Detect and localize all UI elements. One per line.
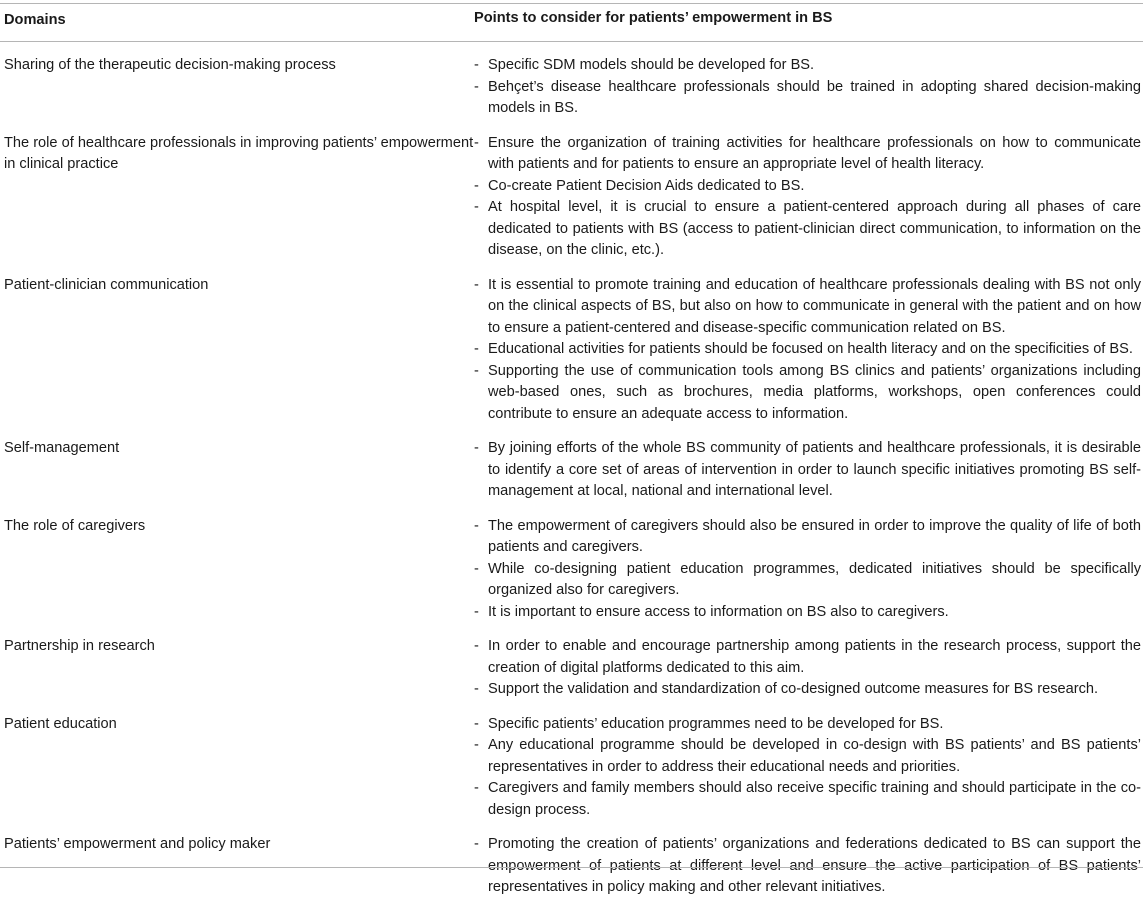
point-text: The empowerment of caregivers should also be ensured in order to improve the quality of life of both patients and caregivers. <box>488 517 1141 555</box>
table-row <box>0 120 1143 262</box>
points-list <box>474 714 1141 822</box>
points-list <box>474 133 1141 262</box>
empowerment-table <box>0 4 1143 899</box>
point-item <box>474 176 1141 198</box>
points-cell <box>474 42 1143 120</box>
point-text: Caregivers and family members should also receive specific training and should participate in the co-design process. <box>488 780 1141 818</box>
bullet-dash: - <box>474 177 479 194</box>
domain-cell: Patient-clinician communication <box>4 276 209 293</box>
points-list <box>474 438 1141 503</box>
point-text: Support the validation and standardization of co-designed outcome measures for BS research. <box>488 681 1099 697</box>
point-item <box>474 516 1141 559</box>
bullet-dash: - <box>474 638 479 654</box>
table-row <box>0 262 1143 426</box>
domain-cell: The role of caregivers <box>4 517 146 534</box>
domain-cell: Self-management <box>4 440 120 456</box>
points-list <box>474 636 1141 701</box>
table-bottom-rule <box>0 867 1143 868</box>
points-cell <box>474 120 1143 262</box>
point-text: Behçet’s disease healthcare professionals should be trained in adopting shared decision-making models in BS. <box>488 78 1141 116</box>
point-text: It is essential to promote training and education of healthcare professionals dealing with BS not only on the clinical aspects of BS, but also on how to communicate in general with the patient and on how to ensure a patient-centered and disease-specific communication related on BS. <box>488 276 1141 336</box>
point-item <box>474 778 1141 821</box>
bullet-dash: - <box>474 78 479 95</box>
domain-cell: Partnership in research <box>4 638 155 654</box>
bullet-dash: - <box>474 603 479 620</box>
domain-cell: Patient education <box>4 715 117 732</box>
bullet-dash: - <box>474 560 479 577</box>
table-row <box>0 701 1143 822</box>
bullet-dash: - <box>474 341 479 357</box>
table-row <box>0 42 1143 120</box>
point-text: At hospital level, it is crucial to ensure a patient-centered approach during all phases of care dedicated to patients with BS (access to patient-clinician direct communication, to information on the disease, on the clinic, etc.). <box>488 199 1141 258</box>
table-row <box>0 503 1143 624</box>
bullet-dash: - <box>474 362 479 379</box>
point-text: Educational activities for patients should be focused on health literacy and on the specificities of BS. <box>488 341 1133 357</box>
point-item <box>474 438 1141 503</box>
points-cell <box>474 425 1143 503</box>
point-text: It is important to ensure access to information on BS also to caregivers. <box>488 603 949 620</box>
header-domains: Domains <box>4 12 66 28</box>
points-cell <box>474 701 1143 822</box>
table-row <box>0 425 1143 503</box>
point-text: Specific patients’ education programmes need to be developed for BS. <box>488 715 944 732</box>
points-cell <box>474 821 1143 899</box>
table-row <box>0 623 1143 701</box>
points-list <box>474 55 1141 120</box>
point-text: Promoting the creation of patients’ organizations and federations dedicated to BS can support the empowerment of patients at different level and ensure the active participation of BS patients’ representatives in policy making and other relevant initiatives. <box>488 836 1141 895</box>
bullet-dash: - <box>474 440 479 456</box>
point-item <box>474 636 1141 679</box>
header-points: Points to consider for patients’ empowerment in BS <box>474 10 833 26</box>
bullet-dash: - <box>474 199 479 215</box>
point-text: In order to enable and encourage partnership among patients in the research process, support the creation of digital platforms dedicated to this aim. <box>488 638 1141 676</box>
points-cell <box>474 623 1143 701</box>
bullet-dash: - <box>474 134 479 151</box>
points-cell <box>474 503 1143 624</box>
point-item <box>474 275 1141 340</box>
bullet-dash: - <box>474 517 479 534</box>
point-text: Co-create Patient Decision Aids dedicated to BS. <box>488 177 805 194</box>
point-text: By joining efforts of the whole BS community of patients and healthcare professionals, it is desirable to identify a core set of areas of intervention in order to launch specific initiatives promoting BS self-management at local, national and international level. <box>488 440 1141 499</box>
point-text: Any educational programme should be developed in co-design with BS patients’ and BS patients’ representatives in order to address their educational needs and priorities. <box>488 737 1141 775</box>
point-item <box>474 77 1141 120</box>
table-header <box>0 4 1143 42</box>
domain-cell: Sharing of the therapeutic decision-making process <box>4 57 336 73</box>
point-item <box>474 559 1141 602</box>
point-item <box>474 679 1141 701</box>
points-list <box>474 516 1141 624</box>
point-item <box>474 714 1141 736</box>
bullet-dash: - <box>474 780 479 796</box>
point-text: Specific SDM models should be developed for BS. <box>488 57 815 73</box>
bullet-dash: - <box>474 276 479 293</box>
point-item <box>474 735 1141 778</box>
point-text: Supporting the use of communication tools among BS clinics and patients’ organizations including web-based ones, such as brochures, media platforms, workshops, open conferences could contribute to ensure an adequate access to information. <box>488 362 1141 422</box>
points-list <box>474 275 1141 426</box>
point-item <box>474 55 1141 77</box>
point-text: Ensure the organization of training activities for healthcare professionals on how to communicate with patients and for patients to ensure an appropriate level of health literacy. <box>488 134 1141 172</box>
domain-cell: The role of healthcare professionals in improving patients’ empowerment in clinical practice <box>4 134 474 172</box>
domain-cell: Patients’ empowerment and policy maker <box>4 836 271 852</box>
point-item <box>474 361 1141 426</box>
bullet-dash: - <box>474 737 479 753</box>
point-item <box>474 197 1141 262</box>
table-body <box>0 42 1143 899</box>
point-text: While co-designing patient education programmes, dedicated initiatives should be specifically organized also for caregivers. <box>488 560 1141 598</box>
bullet-dash: - <box>474 681 479 697</box>
table-row <box>0 821 1143 899</box>
bullet-dash: - <box>474 57 479 73</box>
point-item <box>474 133 1141 176</box>
points-cell <box>474 262 1143 426</box>
point-item <box>474 602 1141 624</box>
bullet-dash: - <box>474 836 479 852</box>
point-item <box>474 339 1141 361</box>
bullet-dash: - <box>474 715 479 732</box>
